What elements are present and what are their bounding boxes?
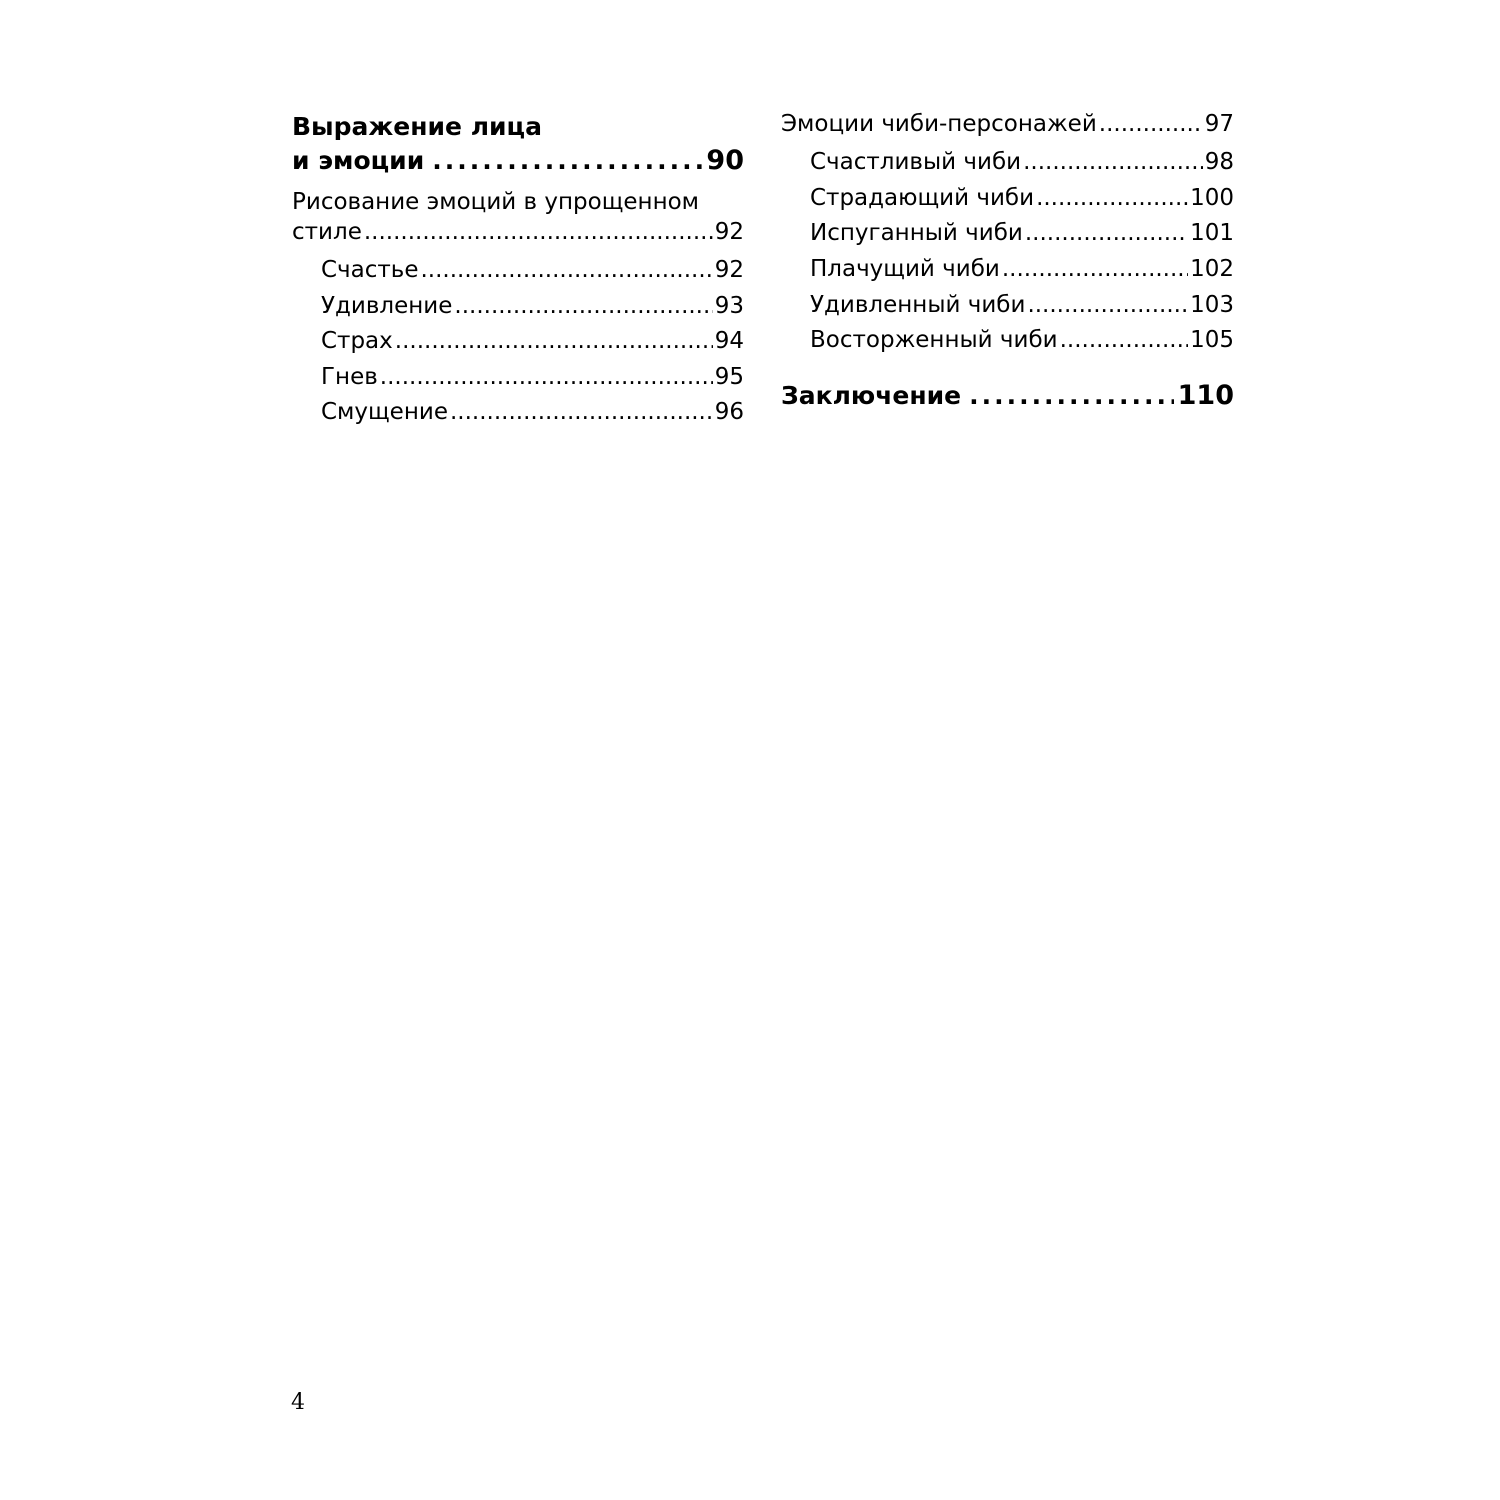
toc-item-label: Удивленный чиби <box>810 292 1026 318</box>
dot-leader <box>364 217 713 247</box>
section-title-line1: Выражение лица <box>292 112 542 141</box>
dot-leader <box>1023 147 1203 177</box>
dot-leader <box>1025 218 1188 248</box>
toc-item-page: 103 <box>1190 292 1234 318</box>
toc-item <box>810 147 1234 177</box>
toc-item <box>810 218 1234 248</box>
toc-item <box>810 254 1234 284</box>
toc-item-page: 101 <box>1190 220 1234 246</box>
subsection-page-number: 97 <box>1204 111 1234 137</box>
toc-item-label: Счастье <box>321 257 419 283</box>
toc-item <box>321 291 744 321</box>
toc-item <box>321 255 744 285</box>
conclusion-page-number: 110 <box>1177 380 1234 411</box>
dot-leader <box>450 397 713 427</box>
dot-leader <box>421 255 713 285</box>
section-page-number: 90 <box>706 145 744 176</box>
toc-item-label: Гнев <box>321 364 378 390</box>
toc-item-label: Страх <box>321 328 393 354</box>
conclusion-title: Заключение <box>781 381 962 410</box>
toc-item-page: 98 <box>1204 149 1234 175</box>
section-entry-face-expressions <box>292 144 744 178</box>
toc-item-page: 105 <box>1190 327 1234 353</box>
toc-item-page: 94 <box>714 328 744 354</box>
toc-item <box>810 183 1234 213</box>
toc-item-label: Восторженный чиби <box>810 327 1058 353</box>
page-number: 4 <box>291 1390 305 1415</box>
toc-item-label: Смущение <box>321 399 448 425</box>
toc-item <box>321 326 744 356</box>
dot-leader <box>1027 290 1188 320</box>
toc-item-page: 96 <box>714 399 744 425</box>
subsection-page-number: 92 <box>714 219 744 245</box>
dot-leader <box>1060 325 1188 355</box>
toc-item-page: 95 <box>714 364 744 390</box>
section-entry-conclusion <box>781 379 1234 413</box>
section-title-line2: и эмоции <box>292 146 425 175</box>
dot-leader <box>454 291 712 321</box>
toc-item-page: 93 <box>714 293 744 319</box>
dot-leader <box>395 326 713 356</box>
toc-item <box>321 362 744 392</box>
subsection-title-line2: стиле <box>292 219 362 245</box>
dot-leader <box>1036 183 1188 213</box>
toc-item-page: 100 <box>1190 185 1234 211</box>
subsection-entry-simplified-style <box>292 217 744 247</box>
subsection-title-line1: Рисование эмоций в упрощенном <box>292 189 700 215</box>
toc-item-page: 92 <box>714 257 744 283</box>
toc-item <box>321 397 744 427</box>
toc-item-label: Страдающий чиби <box>810 185 1035 211</box>
toc-item <box>810 325 1234 355</box>
subsection-title: Эмоции чиби-персонажей <box>781 111 1097 137</box>
toc-item <box>810 290 1234 320</box>
subsection-entry-chibi-emotions <box>781 109 1234 139</box>
toc-item-label: Удивление <box>321 293 453 319</box>
dot-leader <box>1002 254 1188 284</box>
dot-leader <box>432 144 702 178</box>
toc-item-page: 102 <box>1190 256 1234 282</box>
dot-leader <box>1099 109 1203 139</box>
toc-item-label: Счастливый чиби <box>810 149 1022 175</box>
toc-item-label: Испуганный чиби <box>810 220 1023 246</box>
dot-leader <box>380 362 713 392</box>
dot-leader <box>969 379 1174 413</box>
toc-item-label: Плачущий чиби <box>810 256 1000 282</box>
